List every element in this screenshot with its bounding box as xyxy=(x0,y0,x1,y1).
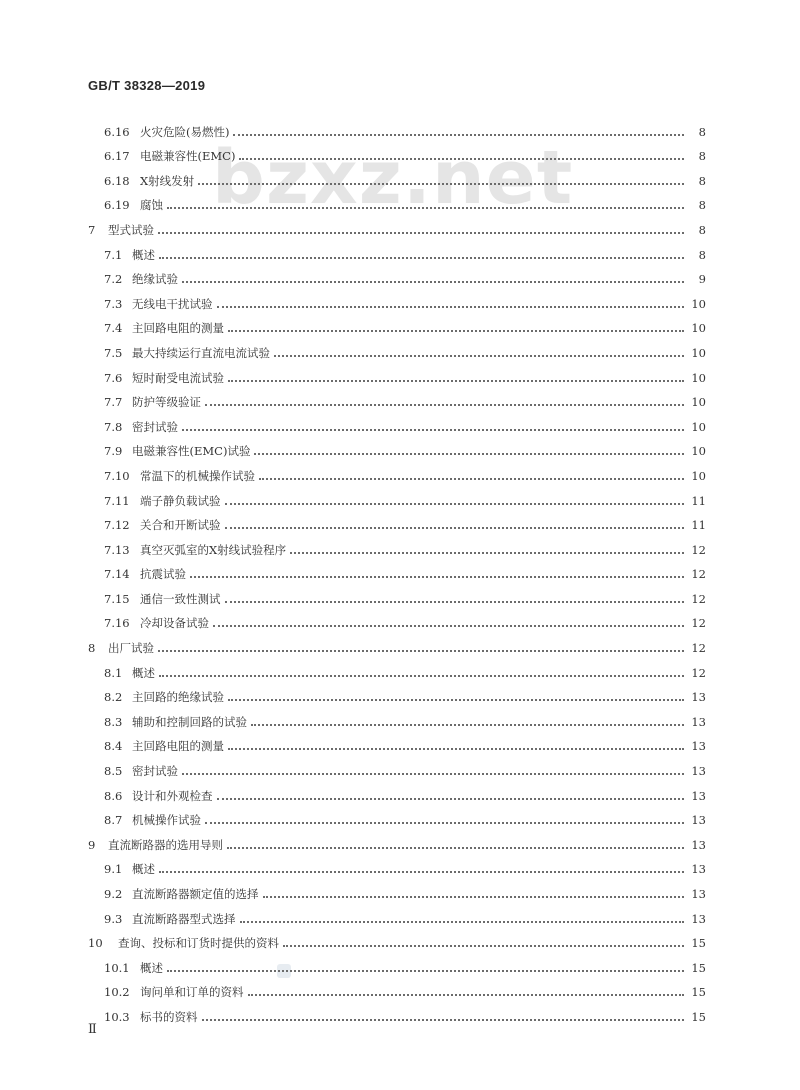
toc-entry[interactable] xyxy=(88,508,706,533)
toc-entry-page: 8 xyxy=(698,124,706,139)
toc-entry-page: 10 xyxy=(691,321,706,336)
toc-leader-dots xyxy=(225,503,685,505)
toc-entry-number: 10 xyxy=(88,936,103,951)
toc-entry-title: 绝缘试验 xyxy=(132,272,178,287)
toc-entry-page: 10 xyxy=(691,370,706,385)
toc-entry[interactable] xyxy=(88,803,706,828)
toc-entry[interactable] xyxy=(88,262,706,287)
toc-entry-number: 6.19 xyxy=(104,198,130,213)
toc-entry-number: 8.6 xyxy=(104,788,123,803)
toc-entry-number: 7.8 xyxy=(104,419,123,434)
toc-entry-page: 12 xyxy=(691,542,706,557)
toc-entry-page: 15 xyxy=(691,960,706,975)
toc-leader-dots xyxy=(274,355,684,357)
toc-entry-title: 直流断路器额定值的选择 xyxy=(132,887,259,901)
toc-entry-number: 6.18 xyxy=(104,173,130,188)
toc-entry-page: 8 xyxy=(698,222,706,237)
watermark-text: bzxz.net xyxy=(212,135,574,221)
toc-entry[interactable] xyxy=(88,950,706,975)
toc-entry-number: 7 xyxy=(88,222,96,237)
toc-entry-page: 12 xyxy=(691,665,706,680)
toc-entry-title: 直流断路器型式选择 xyxy=(132,911,236,926)
toc-entry-page: 11 xyxy=(691,493,706,508)
toc-entry-title: 概述 xyxy=(132,247,155,262)
toc-entry-page: 10 xyxy=(691,419,706,434)
toc-leader-dots xyxy=(290,552,684,554)
toc-entry[interactable] xyxy=(88,188,706,213)
toc-entry-page: 15 xyxy=(691,985,706,1000)
page-header: GB/T 38328—2019 xyxy=(88,78,206,93)
toc-entry[interactable] xyxy=(88,778,706,803)
toc-entry-title: 标书的资料 xyxy=(140,1009,198,1024)
toc-leader-dots xyxy=(233,134,684,136)
toc-entry-title: 询问单和订单的资料 xyxy=(140,985,244,1000)
toc-entry-title: 设计和外观检查 xyxy=(132,788,213,803)
toc-leader-dots xyxy=(190,576,684,578)
toc-entry-title: 腐蚀 xyxy=(140,198,163,213)
toc-entry[interactable] xyxy=(88,360,706,385)
toc-entry-title: 火灾危险(易燃性) xyxy=(140,124,230,139)
toc-leader-dots xyxy=(225,527,685,529)
toc-entry-title: 主回路电阻的测量 xyxy=(132,739,224,754)
toc-leader-dots xyxy=(158,650,684,652)
toc-entry[interactable] xyxy=(88,434,706,459)
toc-leader-dots xyxy=(251,724,684,726)
toc-leader-dots xyxy=(240,921,685,923)
toc-entry[interactable] xyxy=(88,581,706,606)
toc-entry[interactable] xyxy=(88,237,706,262)
toc-entry-number: 7.2 xyxy=(104,272,123,287)
toc-entry-number: 8.5 xyxy=(104,764,123,779)
toc-leader-dots xyxy=(217,306,685,308)
toc-entry-title: 型式试验 xyxy=(108,222,154,237)
toc-entry-number: 8.2 xyxy=(104,690,123,705)
toc-leader-dots xyxy=(254,453,684,455)
toc-entry-title: 电磁兼容性(EMC) xyxy=(140,149,236,164)
toc-entry-number: 7.6 xyxy=(104,370,123,385)
toc-entry-title: 概述 xyxy=(132,665,155,680)
toc-entry-number: 8.4 xyxy=(104,739,123,754)
toc-entry-number: 7.15 xyxy=(104,591,130,606)
toc-entry-title: 电磁兼容性(EMC)试验 xyxy=(132,444,251,459)
toc-leader-dots xyxy=(248,994,685,996)
toc-entry-number: 6.16 xyxy=(104,124,130,139)
toc-entry-title: 辅助和控制回路的试验 xyxy=(132,714,247,729)
toc-leader-dots xyxy=(263,896,685,898)
toc-entry-number: 7.1 xyxy=(104,247,123,262)
toc-entry-page: 8 xyxy=(698,149,706,164)
toc-entry-number: 10.3 xyxy=(104,1009,130,1024)
toc-entry-number: 10.1 xyxy=(104,960,130,975)
toc-entry-title: 常温下的机械操作试验 xyxy=(140,468,255,483)
toc-entry-page: 13 xyxy=(691,911,706,926)
toc-entry-title: 主回路的绝缘试验 xyxy=(132,690,224,705)
toc-entry-page: 12 xyxy=(691,567,706,582)
toc-leader-dots xyxy=(228,330,684,332)
toc-entry[interactable] xyxy=(88,704,706,729)
toc-entry-number: 8.3 xyxy=(104,714,123,729)
toc-entry-page: 13 xyxy=(691,764,706,779)
toc-entry[interactable] xyxy=(88,212,706,237)
toc-leader-dots xyxy=(227,847,684,849)
toc-entry[interactable] xyxy=(88,163,706,188)
toc-entry-number: 7.9 xyxy=(104,444,123,459)
toc-entry-title: 机械操作试验 xyxy=(132,813,201,828)
toc-leader-dots xyxy=(225,601,685,603)
toc-entry-page: 10 xyxy=(691,345,706,360)
toc-entry-page: 12 xyxy=(691,591,706,606)
toc-entry[interactable] xyxy=(88,901,706,926)
toc-entry-page: 15 xyxy=(691,936,706,951)
toc-entry[interactable] xyxy=(88,926,706,951)
toc-entry-number: 8.7 xyxy=(104,813,123,828)
toc-entry-title: 概述 xyxy=(140,960,163,975)
toc-entry-page: 12 xyxy=(691,641,706,656)
table-of-contents xyxy=(88,114,706,1024)
toc-entry-page: 13 xyxy=(691,862,706,877)
toc-entry[interactable] xyxy=(88,975,706,1000)
toc-entry[interactable] xyxy=(88,458,706,483)
toc-leader-dots xyxy=(228,380,684,382)
toc-leader-dots xyxy=(228,748,684,750)
toc-entry[interactable] xyxy=(88,409,706,434)
toc-entry-number: 7.13 xyxy=(104,542,130,557)
toc-entry[interactable] xyxy=(88,876,706,901)
toc-entry-title: 直流断路器的选用导则 xyxy=(108,837,223,852)
toc-entry[interactable] xyxy=(88,852,706,877)
toc-entry[interactable] xyxy=(88,729,706,754)
toc-entry-title: 查询、投标和订货时提供的资料 xyxy=(118,936,279,951)
toc-entry-title: 端子静负载试验 xyxy=(140,493,221,508)
toc-entry-page: 8 xyxy=(698,173,706,188)
toc-leader-dots xyxy=(259,478,684,480)
toc-entry-page: 10 xyxy=(691,468,706,483)
toc-entry-title: 短时耐受电流试验 xyxy=(132,370,224,385)
toc-entry[interactable] xyxy=(88,311,706,336)
toc-entry-title: 密封试验 xyxy=(132,419,178,434)
toc-entry[interactable] xyxy=(88,606,706,631)
toc-entry-title: 冷却设备试验 xyxy=(140,616,209,631)
toc-leader-dots xyxy=(182,281,684,283)
toc-leader-dots xyxy=(167,970,684,972)
toc-entry[interactable] xyxy=(88,680,706,705)
toc-entry-number: 8 xyxy=(88,641,96,656)
toc-entry-title: 无线电干扰试验 xyxy=(132,296,213,311)
toc-entry-title: 真空灭弧室的X射线试验程序 xyxy=(140,542,287,557)
toc-leader-dots xyxy=(202,1019,685,1021)
toc-entry-title: 密封试验 xyxy=(132,764,178,779)
toc-leader-dots xyxy=(167,207,684,209)
toc-entry-title: 通信一致性测试 xyxy=(140,591,221,606)
toc-leader-dots xyxy=(213,625,684,627)
toc-entry-page: 12 xyxy=(691,616,706,631)
toc-entry-page: 8 xyxy=(698,247,706,262)
toc-entry[interactable] xyxy=(88,630,706,655)
toc-entry-title: 主回路电阻的测量 xyxy=(132,321,224,336)
toc-entry[interactable] xyxy=(88,827,706,852)
toc-entry[interactable] xyxy=(88,655,706,680)
toc-entry-page: 13 xyxy=(691,813,706,828)
toc-entry-page: 13 xyxy=(691,690,706,705)
toc-entry-page: 13 xyxy=(691,788,706,803)
toc-entry-page: 9 xyxy=(698,272,706,287)
toc-entry-page: 11 xyxy=(691,518,706,533)
toc-entry-number: 7.12 xyxy=(104,518,130,533)
toc-entry-number: 7.16 xyxy=(104,616,130,631)
toc-entry-number: 7.3 xyxy=(104,296,123,311)
toc-entry-number: 7.4 xyxy=(104,321,123,336)
toc-entry-number: 9.3 xyxy=(104,911,123,926)
toc-entry[interactable] xyxy=(88,753,706,778)
toc-entry[interactable] xyxy=(88,532,706,557)
toc-entry-page: 13 xyxy=(691,739,706,754)
toc-leader-dots xyxy=(228,699,684,701)
toc-entry-title: 抗震试验 xyxy=(140,567,186,582)
toc-entry-title: 最大持续运行直流电流试验 xyxy=(132,345,270,360)
toc-entry-page: 10 xyxy=(691,444,706,459)
toc-entry-page: 13 xyxy=(691,714,706,729)
toc-entry-page: 13 xyxy=(691,837,706,852)
toc-entry-title: 出厂试验 xyxy=(108,641,154,656)
toc-entry-page: 10 xyxy=(691,296,706,311)
toc-entry-number: 9.2 xyxy=(104,887,123,901)
toc-entry[interactable] xyxy=(88,385,706,410)
toc-entry-number: 7.11 xyxy=(104,493,130,508)
toc-leader-dots xyxy=(158,232,684,234)
toc-entry-number: 7.7 xyxy=(104,395,123,410)
toc-entry-number: 7.10 xyxy=(104,468,130,483)
toc-entry-title: 概述 xyxy=(132,862,155,877)
toc-entry-number: 7.14 xyxy=(104,567,130,582)
toc-entry-number: 9 xyxy=(88,837,96,852)
toc-leader-dots xyxy=(182,773,684,775)
footer-page-number: Ⅱ xyxy=(88,1022,97,1037)
toc-leader-dots xyxy=(198,183,684,185)
toc-entry-number: 6.17 xyxy=(104,149,130,164)
toc-entry-page: 15 xyxy=(691,1009,706,1024)
toc-entry[interactable] xyxy=(88,286,706,311)
toc-entry[interactable] xyxy=(88,999,706,1024)
toc-entry-number: 7.5 xyxy=(104,345,123,360)
toc-entry-page: 8 xyxy=(698,198,706,213)
toc-entry-title: 防护等级验证 xyxy=(132,395,201,410)
toc-entry-page: 13 xyxy=(691,887,706,901)
toc-leader-dots xyxy=(205,822,684,824)
toc-leader-dots xyxy=(182,429,684,431)
toc-entry[interactable] xyxy=(88,483,706,508)
toc-entry-number: 8.1 xyxy=(104,665,123,680)
toc-entry-number: 10.2 xyxy=(104,985,130,1000)
toc-leader-dots xyxy=(159,257,684,259)
toc-entry[interactable] xyxy=(88,114,706,139)
toc-leader-dots xyxy=(217,798,685,800)
toc-leader-dots xyxy=(239,158,684,160)
toc-leader-dots xyxy=(159,675,684,677)
toc-entry-title: 关合和开断试验 xyxy=(140,518,221,533)
toc-entry-number: 9.1 xyxy=(104,862,123,877)
toc-entry-page: 10 xyxy=(691,395,706,410)
toc-entry[interactable] xyxy=(88,557,706,582)
toc-leader-dots xyxy=(205,404,684,406)
toc-entry[interactable] xyxy=(88,335,706,360)
toc-entry-title: X射线发射 xyxy=(140,173,195,188)
toc-leader-dots xyxy=(283,945,684,947)
toc-leader-dots xyxy=(159,871,684,873)
toc-entry[interactable] xyxy=(88,139,706,164)
